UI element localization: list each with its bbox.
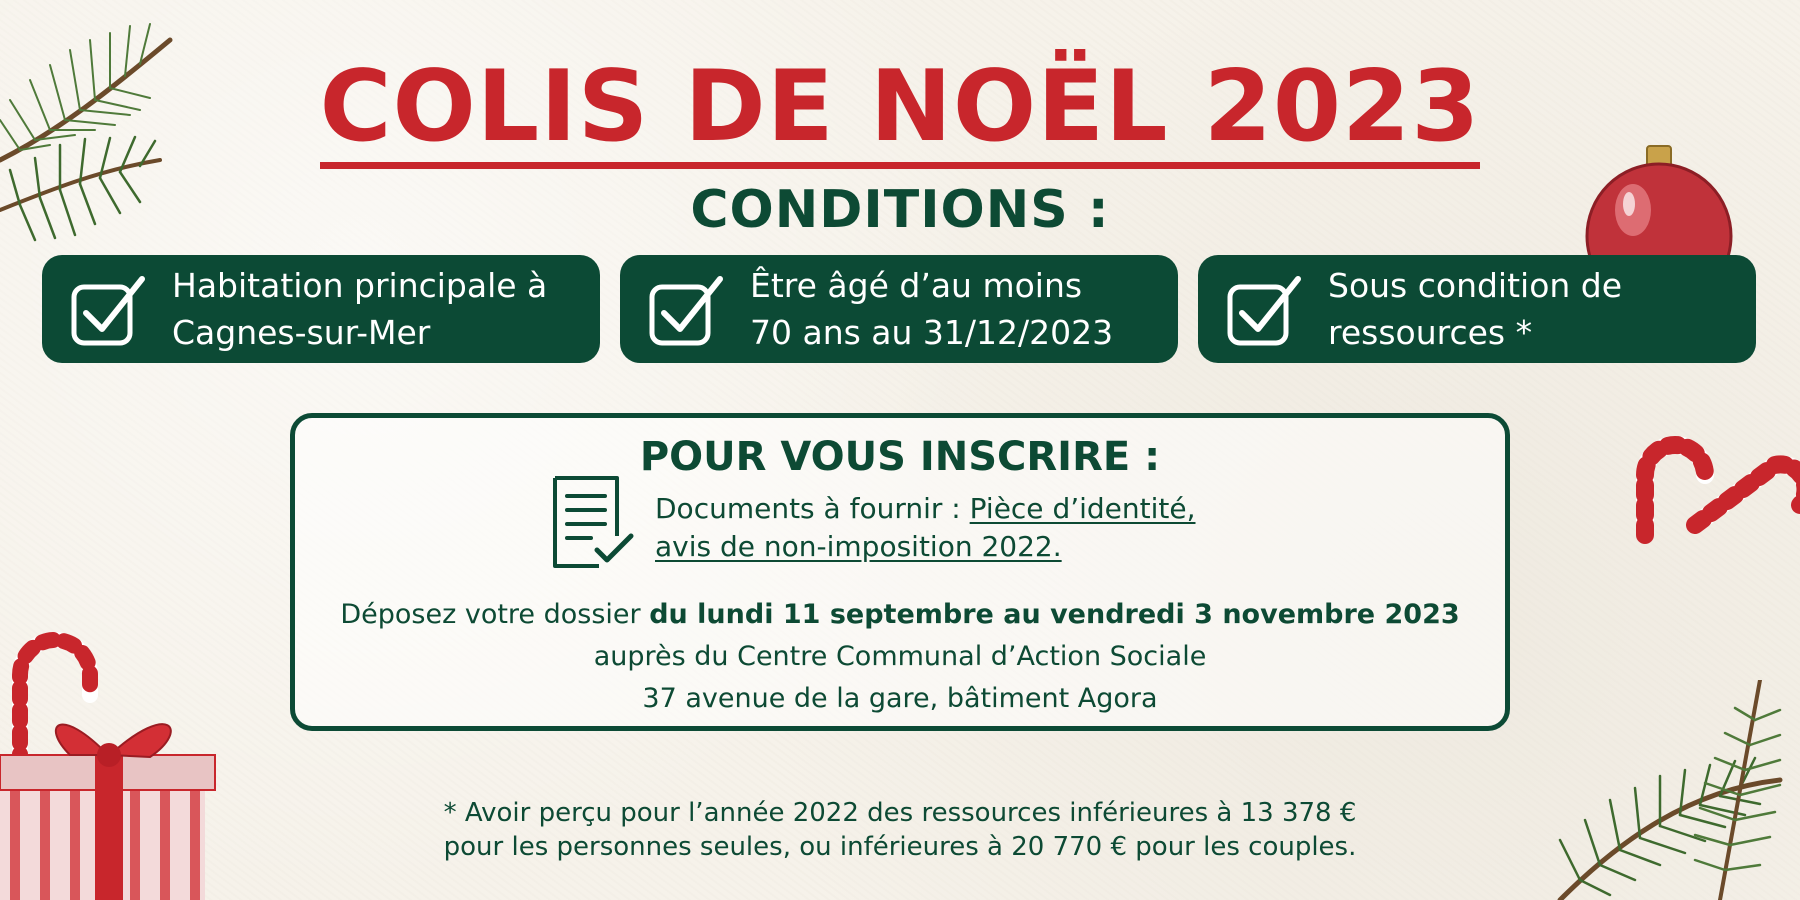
condition-card-resources [1198, 255, 1756, 363]
document-check-icon [547, 474, 637, 572]
condition-line-1: Être âgé d’au moins [750, 266, 1083, 305]
condition-line-2: ressources * [1328, 313, 1533, 352]
pine-branch-icon [1520, 680, 1800, 900]
documents-text [655, 490, 1196, 566]
deposit-address: 37 avenue de la gare, bâtiment Agora [642, 683, 1158, 714]
registration-box [290, 413, 1510, 731]
footnote [0, 796, 1800, 864]
documents-item-id: Pièce d’identité, [969, 492, 1196, 525]
condition-line-2: Cagnes-sur-Mer [172, 313, 431, 352]
documents-item-tax-notice: avis de non-imposition 2022. [655, 530, 1062, 563]
condition-line-1: Habitation principale à [172, 266, 548, 305]
candy-cane-icon [1625, 425, 1800, 555]
documents-label: Documents à fournir : [655, 492, 970, 525]
checkbox-check-icon [70, 271, 148, 347]
registration-heading: POUR VOUS INSCRIRE : [639, 434, 1161, 480]
footnote-line-2: pour les personnes seules, ou inférieures à 20 770 € pour les couples. [443, 832, 1357, 862]
checkbox-check-icon [1226, 271, 1304, 347]
deposit-info [295, 594, 1505, 720]
checkbox-check-icon [648, 271, 726, 347]
page-title-wrap [0, 50, 1800, 169]
condition-line-1: Sous condition de [1328, 266, 1623, 305]
condition-card-age [620, 255, 1178, 363]
footnote-line-1: * Avoir perçu pour l’année 2022 des ressources inférieures à 13 378 € [443, 798, 1357, 828]
deposit-place: auprès du Centre Communal d’Action Sociale [593, 641, 1207, 672]
deposit-dates: du lundi 11 septembre au vendredi 3 novembre 2023 [649, 599, 1460, 630]
conditions-heading: CONDITIONS : [690, 180, 1110, 240]
condition-line-2: 70 ans au 31/12/2023 [750, 313, 1114, 352]
condition-card-residence [42, 255, 600, 363]
deposit-prefix: Déposez votre dossier [340, 599, 650, 630]
page-title: COLIS DE NOËL 2023 [320, 58, 1481, 169]
